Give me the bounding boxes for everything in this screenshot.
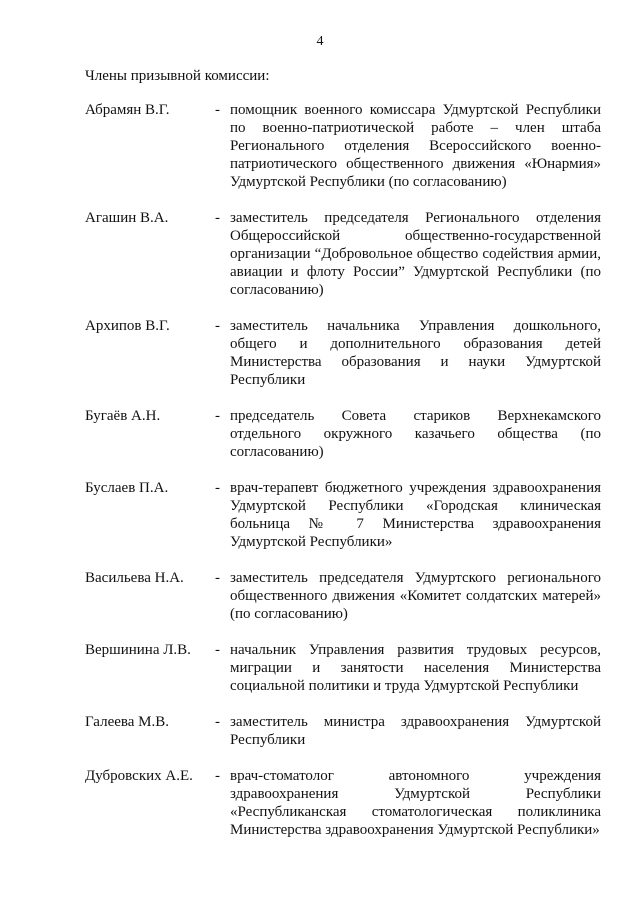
member-dash: - xyxy=(215,318,220,334)
member-dash: - xyxy=(215,714,220,730)
member-entry xyxy=(85,767,601,839)
member-dash: - xyxy=(215,570,220,586)
member-entry xyxy=(85,407,601,461)
member-role: председатель Совета стариков Верхнекамского отдельного окружного казачьего общества (по согласованию) xyxy=(230,408,601,460)
member-name: Буслаев П.А. xyxy=(85,480,169,496)
member-role: заместитель министра здравоохранения Удмуртской Республики xyxy=(230,714,601,748)
member-name: Бугаёв А.Н. xyxy=(85,408,161,424)
member-entry xyxy=(85,641,601,695)
member-name: Агашин В.А. xyxy=(85,210,169,226)
member-dash: - xyxy=(215,102,220,118)
member-entry xyxy=(85,569,601,623)
member-role: врач-терапевт бюджетного учреждения здравоохранения Удмуртской Республики «Городская клиническая больница № 7 Министерства здравоохранения Удмуртской Республики» xyxy=(230,480,601,550)
member-entry xyxy=(85,209,601,299)
member-role: заместитель председателя Регионального отделения Общероссийской общественно-государственной организации “Добровольное общество содействия армии, авиации и флоту России” Удмуртской Республики (по согласованию) xyxy=(230,210,601,298)
member-role: начальник Управления развития трудовых ресурсов, миграции и занятости населения Министерства социальной политики и труда Удмуртской Республики xyxy=(230,642,601,694)
page-number: 4 xyxy=(316,34,324,49)
member-entry xyxy=(85,101,601,191)
member-name: Архипов В.Г. xyxy=(85,318,170,334)
member-dash: - xyxy=(215,768,220,784)
member-entry xyxy=(85,713,601,749)
section-heading: Члены призывной комиссии: xyxy=(85,68,270,84)
member-role: заместитель председателя Удмуртского регионального общественного движения «Комитет солдатских матерей» (по согласованию) xyxy=(230,570,601,622)
member-dash: - xyxy=(215,408,220,424)
member-role: врач-стоматолог автономного учреждения здравоохранения Удмуртской Республики «Республиканская стоматологическая поликлиника Министерства здравоохранения Удмуртской Республики» xyxy=(230,768,601,838)
member-name: Вершинина Л.В. xyxy=(85,642,191,658)
member-dash: - xyxy=(215,642,220,658)
member-role: помощник военного комиссара Удмуртской Республики по военно-патриотической работе – член штаба Регионального отделения Всероссийского военно-патриотического общественного движения «Юнармия» Удмуртской Республики (по согласованию) xyxy=(230,102,601,190)
member-name: Абрамян В.Г. xyxy=(85,102,170,118)
members-list xyxy=(85,101,601,857)
member-name: Дубровских А.Е. xyxy=(85,768,193,784)
member-role: заместитель начальника Управления дошкольного, общего и дополнительного образования детей Министерства образования и науки Удмуртской Республики xyxy=(230,318,601,388)
member-entry xyxy=(85,479,601,551)
member-name: Васильева Н.А. xyxy=(85,570,184,586)
member-dash: - xyxy=(215,210,220,226)
member-name: Галеева М.В. xyxy=(85,714,170,730)
member-dash: - xyxy=(215,480,220,496)
member-entry xyxy=(85,317,601,389)
